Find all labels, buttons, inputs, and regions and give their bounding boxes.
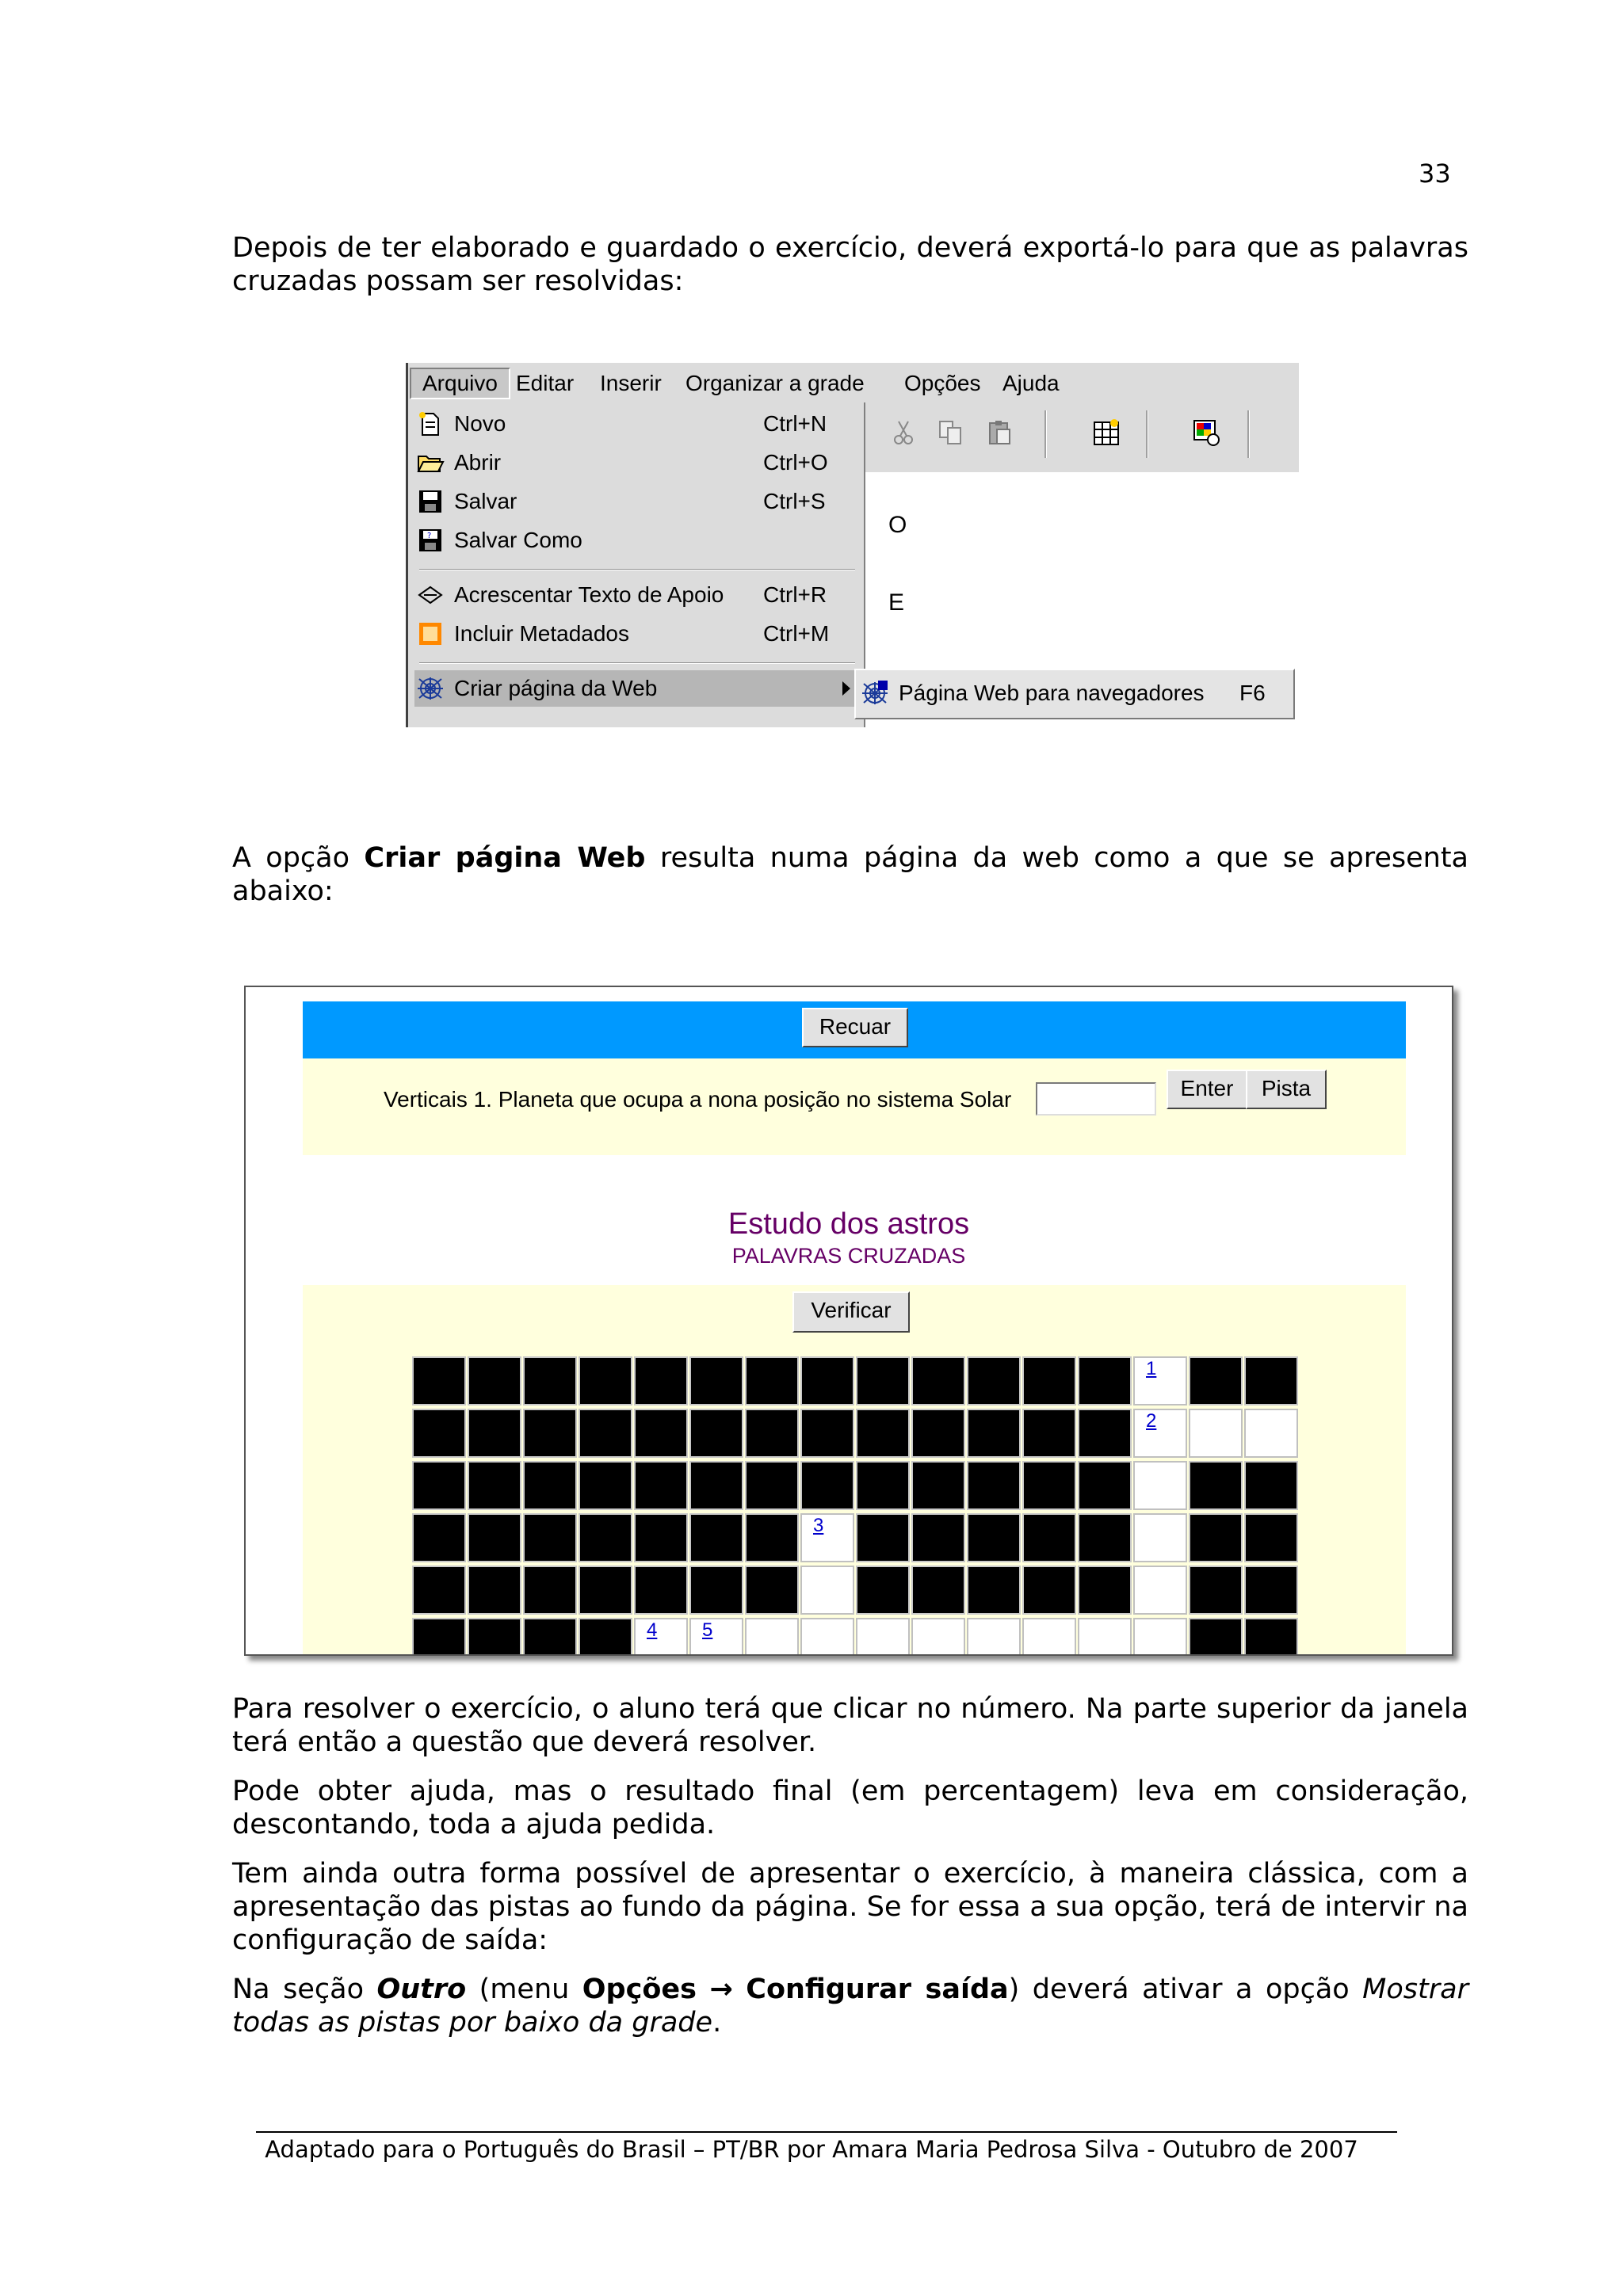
submenu-item-shortcut: F6 bbox=[1239, 681, 1266, 705]
enter-button[interactable]: Enter bbox=[1167, 1070, 1247, 1109]
text: ) deverá ativar a opção bbox=[1008, 1974, 1363, 2005]
menu-item-salvar-como[interactable] bbox=[414, 522, 858, 559]
footer: Adaptado para o Português do Brasil – PT/BR por Amara Maria Pedrosa Silva - Outubro de 2007 bbox=[265, 2136, 1358, 2163]
text: A opção bbox=[232, 842, 365, 874]
grid-cell-black bbox=[579, 1409, 632, 1458]
grid-cell-black bbox=[1244, 1513, 1298, 1562]
grid-cell-black bbox=[412, 1356, 466, 1405]
grid-cell-white[interactable] bbox=[1133, 1461, 1187, 1510]
grid-cell-black bbox=[579, 1461, 632, 1510]
grid-cell-black bbox=[468, 1566, 521, 1615]
recuar-button[interactable]: Recuar bbox=[802, 1008, 908, 1047]
grid-cell-white[interactable] bbox=[1133, 1618, 1187, 1656]
grid-cell-black bbox=[689, 1356, 743, 1405]
menu-item-label: Criar página da Web bbox=[454, 676, 658, 700]
menu-item-salvar[interactable] bbox=[414, 483, 858, 520]
grid-cell-white[interactable] bbox=[745, 1618, 799, 1656]
menu-item-label: Salvar Como bbox=[454, 528, 582, 552]
grid-cell-black bbox=[1078, 1566, 1132, 1615]
grid-cell-black bbox=[967, 1356, 1021, 1405]
svg-text:?: ? bbox=[427, 532, 432, 540]
menu-bar bbox=[408, 363, 1299, 403]
menu-opcoes[interactable]: Opções bbox=[904, 371, 981, 395]
save-disk-icon bbox=[416, 489, 445, 514]
menu-item-pagina-web-navegadores[interactable] bbox=[859, 675, 1287, 711]
menu-separator bbox=[419, 662, 855, 664]
web-export-icon[interactable] bbox=[1192, 418, 1220, 447]
menu-item-abrir[interactable] bbox=[414, 444, 858, 481]
grid-cell-black bbox=[856, 1461, 910, 1510]
grid-cell-white[interactable] bbox=[911, 1618, 965, 1656]
web-page-icon bbox=[416, 676, 445, 701]
text: (menu bbox=[466, 1974, 582, 2005]
resolve-paragraph: Para resolver o exercício, o aluno terá que clicar no número. Na parte superior da janela terá então a questão que deverá resolver. bbox=[232, 1693, 1468, 1758]
grid-cell-black bbox=[1022, 1356, 1076, 1405]
menu-inserir[interactable]: Inserir bbox=[600, 371, 662, 395]
grid-cell-black bbox=[1022, 1513, 1076, 1562]
grid-cell-black bbox=[523, 1461, 577, 1510]
answer-input[interactable] bbox=[1036, 1082, 1156, 1116]
text: Na seção bbox=[232, 1974, 377, 2005]
cut-icon[interactable] bbox=[889, 418, 918, 447]
clue-number-link[interactable]: 5 bbox=[702, 1619, 713, 1641]
grid-cell-black bbox=[579, 1513, 632, 1562]
grid-cell-black bbox=[856, 1409, 910, 1458]
grid-cell-black bbox=[856, 1566, 910, 1615]
menu-item-label: Salvar bbox=[454, 489, 517, 513]
grid-cell-black bbox=[689, 1461, 743, 1510]
copy-icon[interactable] bbox=[937, 418, 965, 447]
grid-cell-black bbox=[745, 1461, 799, 1510]
intro-paragraph: Depois de ter elaborado e guardado o exercício, deverá exportá-lo para que as palavras cruzadas possam ser resolvidas: bbox=[232, 232, 1468, 297]
grid-cell-white[interactable] bbox=[800, 1513, 854, 1562]
grid-letter-o: O bbox=[888, 512, 907, 538]
grid-cell-black bbox=[1022, 1409, 1076, 1458]
grid-cell-white[interactable] bbox=[800, 1566, 854, 1615]
menu-item-criar-pagina-web[interactable] bbox=[414, 670, 858, 707]
menu-item-shortcut: Ctrl+O bbox=[763, 450, 828, 475]
grid-cell-white[interactable] bbox=[1133, 1356, 1187, 1405]
menu-item-shortcut: Ctrl+S bbox=[763, 489, 826, 513]
clue-number-link[interactable]: 4 bbox=[647, 1619, 658, 1641]
footer-rule bbox=[256, 2131, 1397, 2133]
menu-item-incluir-metadados[interactable] bbox=[414, 616, 858, 652]
grid-cell-black bbox=[1022, 1566, 1076, 1615]
grid-cell-black bbox=[1078, 1461, 1132, 1510]
grid-cell-black bbox=[1244, 1566, 1298, 1615]
grid-cell-black bbox=[911, 1461, 965, 1510]
grid-cell-black bbox=[745, 1513, 799, 1562]
bold-text: Configurar saída bbox=[746, 1974, 1009, 2005]
grid-cell-black bbox=[856, 1356, 910, 1405]
menu-organizar-grade[interactable]: Organizar a grade bbox=[685, 371, 865, 395]
grid-cell-black bbox=[745, 1409, 799, 1458]
grid-cell-white[interactable] bbox=[800, 1618, 854, 1656]
grid-cell-black bbox=[412, 1566, 466, 1615]
verificar-button[interactable]: Verificar bbox=[792, 1291, 910, 1333]
support-text-icon bbox=[416, 582, 445, 608]
grid-cell-black bbox=[800, 1461, 854, 1510]
grid-cell-black bbox=[523, 1566, 577, 1615]
grid-cell-black bbox=[579, 1566, 632, 1615]
grid-cell-white[interactable] bbox=[1244, 1409, 1298, 1458]
metadata-icon bbox=[416, 621, 445, 646]
menu-separator bbox=[419, 569, 855, 570]
new-document-icon bbox=[416, 411, 445, 437]
grid-letter-e: E bbox=[888, 589, 905, 616]
grid-cell-white[interactable] bbox=[1022, 1618, 1076, 1656]
menu-item-label: Novo bbox=[454, 411, 506, 436]
toolbar-separator bbox=[1146, 410, 1148, 458]
grid-cell-black bbox=[412, 1618, 466, 1656]
pista-button[interactable]: Pista bbox=[1246, 1070, 1327, 1109]
grid-cell-white[interactable] bbox=[1133, 1513, 1187, 1562]
grid-cell-black bbox=[911, 1566, 965, 1615]
menu-item-label: Abrir bbox=[454, 450, 502, 475]
grid-cell-black bbox=[468, 1461, 521, 1510]
grid-cell-black bbox=[468, 1513, 521, 1562]
grid-cell-black bbox=[1244, 1461, 1298, 1510]
grid-cell-white[interactable] bbox=[689, 1618, 743, 1656]
grid-cell-black bbox=[523, 1618, 577, 1656]
grid-cell-black bbox=[412, 1513, 466, 1562]
bold-text: Opções bbox=[582, 1974, 697, 2005]
open-folder-icon bbox=[416, 450, 445, 475]
grid-cell-black bbox=[1189, 1566, 1243, 1615]
grid-cell-black bbox=[579, 1356, 632, 1405]
grid-cell-black bbox=[523, 1513, 577, 1562]
grid-cell-black bbox=[911, 1409, 965, 1458]
toolbar-separator bbox=[1247, 410, 1250, 458]
menu-item-label: Acrescentar Texto de Apoio bbox=[454, 582, 724, 607]
menu-screenshot bbox=[406, 363, 1299, 727]
text: resulta numa página da web como a que se apresenta abaixo: bbox=[232, 842, 1468, 907]
submenu bbox=[854, 669, 1295, 719]
grid-cell-black bbox=[856, 1513, 910, 1562]
grid-cell-black bbox=[634, 1409, 688, 1458]
grid-cell-white[interactable] bbox=[1133, 1566, 1187, 1615]
grid-cell-black bbox=[412, 1409, 466, 1458]
grid-cell-white[interactable] bbox=[1189, 1409, 1243, 1458]
grid-cell-black bbox=[468, 1618, 521, 1656]
grid-cell-black bbox=[800, 1356, 854, 1405]
web-browser-icon bbox=[861, 681, 889, 706]
clue-number-link[interactable]: 1 bbox=[1146, 1358, 1157, 1379]
text: . bbox=[712, 2007, 722, 2039]
menu-item-acrescentar-texto[interactable] bbox=[414, 577, 858, 613]
grid-cell-black bbox=[689, 1513, 743, 1562]
grid-cell-black bbox=[634, 1461, 688, 1510]
menu-arquivo[interactable]: Arquivo bbox=[410, 368, 510, 399]
menu-item-label: Incluir Metadados bbox=[454, 621, 630, 646]
grid-cell-black bbox=[1022, 1461, 1076, 1510]
option-paragraph bbox=[232, 841, 1468, 908]
grid-cell-black bbox=[1189, 1513, 1243, 1562]
grid-cell-black bbox=[468, 1409, 521, 1458]
bold-text: Criar página Web bbox=[364, 842, 646, 874]
grid-cell-white[interactable] bbox=[1078, 1618, 1132, 1656]
menu-item-shortcut: Ctrl+R bbox=[763, 582, 827, 607]
grid-cell-black bbox=[689, 1409, 743, 1458]
page-subtitle: PALAVRAS CRUZADAS bbox=[731, 1244, 966, 1268]
grid-cell-black bbox=[967, 1409, 1021, 1458]
grid-cell-black bbox=[1244, 1356, 1298, 1405]
clue-number-link[interactable]: 2 bbox=[1146, 1410, 1157, 1432]
page-title: Estudo dos astros bbox=[727, 1207, 970, 1241]
submenu-item-label: Página Web para navegadores bbox=[899, 681, 1205, 705]
help-paragraph: Pode obter ajuda, mas o resultado final (em percentagem) leva em consideração, descontando, toda a ajuda pedida. bbox=[232, 1775, 1468, 1840]
grid-cell-black bbox=[745, 1566, 799, 1615]
grid-cell-black bbox=[1078, 1356, 1132, 1405]
grid-cell-black bbox=[911, 1513, 965, 1562]
grid-cell-black bbox=[1189, 1618, 1243, 1656]
menu-item-shortcut: Ctrl+N bbox=[763, 411, 827, 436]
grid-cell-black bbox=[745, 1356, 799, 1405]
grid-cell-black bbox=[689, 1566, 743, 1615]
grid-cell-black bbox=[468, 1356, 521, 1405]
grid-cell-black bbox=[634, 1356, 688, 1405]
grid-cell-black bbox=[800, 1409, 854, 1458]
toolbar bbox=[864, 402, 1299, 474]
arrow-icon: → bbox=[709, 1974, 733, 2005]
menu-ajuda[interactable]: Ajuda bbox=[1002, 371, 1060, 395]
grid-cell-black bbox=[967, 1461, 1021, 1510]
config-paragraph bbox=[232, 1973, 1468, 2039]
classic-paragraph: Tem ainda outra forma possível de apresentar o exercício, à maneira clássica, com a apresentação das pistas ao fundo da página. Se for essa a sua opção, terá de intervir na configuração de saída: bbox=[232, 1858, 1468, 1956]
grid-cell-black bbox=[523, 1356, 577, 1405]
grid-cell-black bbox=[1078, 1513, 1132, 1562]
bold-italic-text: Outro bbox=[376, 1974, 467, 2005]
grid-cell-white[interactable] bbox=[856, 1618, 910, 1656]
grid-cell-black bbox=[1189, 1461, 1243, 1510]
menu-item-shortcut: Ctrl+M bbox=[763, 621, 830, 646]
submenu-arrow-icon bbox=[842, 681, 850, 696]
menu-item-novo[interactable] bbox=[414, 406, 858, 442]
clue-text: Verticais 1. Planeta que ocupa a nona posição no sistema Solar bbox=[384, 1087, 1012, 1112]
save-as-icon bbox=[416, 528, 445, 553]
menu-editar[interactable]: Editar bbox=[516, 371, 575, 395]
arquivo-dropdown bbox=[408, 402, 865, 727]
clue-number-link[interactable]: 3 bbox=[813, 1515, 824, 1536]
grid-cell-black bbox=[967, 1566, 1021, 1615]
grid-cell-black bbox=[412, 1461, 466, 1510]
grid-cell-black bbox=[967, 1513, 1021, 1562]
grid-cell-black bbox=[1244, 1618, 1298, 1656]
toolbar-separator bbox=[1044, 410, 1047, 458]
italic-text: Mostrar todas as pistas por baixo da grade bbox=[232, 1974, 1468, 2039]
grid-cell-black bbox=[1078, 1409, 1132, 1458]
page-number: 33 bbox=[1419, 158, 1451, 189]
grid-cell-black bbox=[523, 1409, 577, 1458]
paste-icon[interactable] bbox=[986, 418, 1014, 447]
grid-icon[interactable] bbox=[1092, 418, 1121, 447]
grid-cell-black bbox=[1189, 1356, 1243, 1405]
web-page-screenshot bbox=[244, 986, 1453, 1656]
grid-cell-black bbox=[634, 1566, 688, 1615]
grid-cell-white[interactable] bbox=[634, 1618, 688, 1656]
grid-cell-black bbox=[911, 1356, 965, 1405]
grid-cell-white[interactable] bbox=[1133, 1409, 1187, 1458]
grid-cell-white[interactable] bbox=[967, 1618, 1021, 1656]
grid-cell-black bbox=[579, 1618, 632, 1656]
grid-cell-black bbox=[634, 1513, 688, 1562]
